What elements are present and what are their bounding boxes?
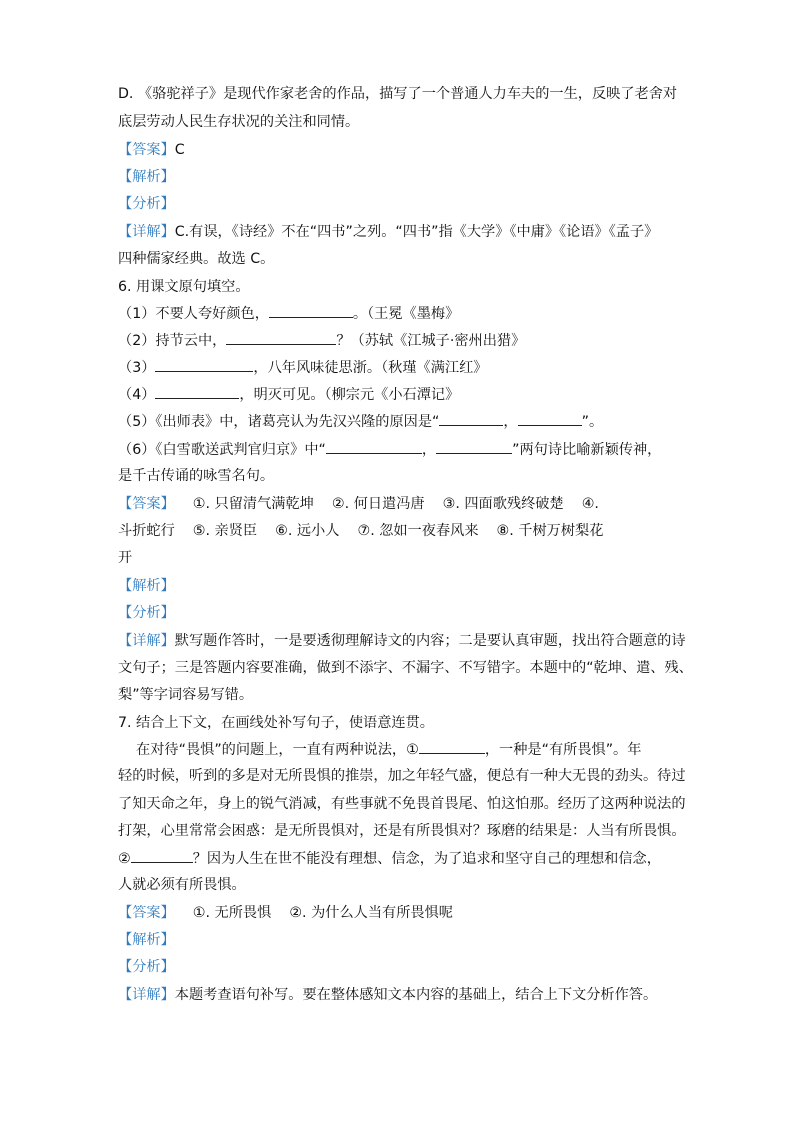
line-q6-4 <box>118 384 459 405</box>
line-q6-detail-2 <box>118 658 693 678</box>
line-text: D. 《骆驼祥子》是现代作家老舍的作品，描写了一个普通人力车夫的一生，反映了老舍对 <box>118 86 678 102</box>
line-q7-p5 <box>118 848 661 869</box>
line-text: 是千古传诵的咏雪名句。 <box>118 468 275 484</box>
line-text: ”两句诗比喻新颖传神， <box>512 442 662 458</box>
line-text: C <box>174 142 185 158</box>
line-q6-answer-1 <box>118 494 599 514</box>
line-text: 斗折蛇行 ⑤. 亲贤臣 ⑥. 远小人 ⑦. 忽如一夜春风来 ⑧. 千树万树梨花 <box>118 523 604 539</box>
line-q6-title <box>118 277 250 297</box>
line-q6-detail-1 <box>118 631 686 651</box>
line-q7-p1 <box>118 739 641 760</box>
line-text: （5）《出师表》中，诸葛亮认为先汉兴隆的原因是“ <box>118 414 440 430</box>
line-q6-6b <box>118 466 274 486</box>
line-text: ①. 只留清气满乾坤 ②. 何日遣冯唐 ③. 四面歌残终破楚 ④. <box>174 496 599 512</box>
line-text: 本题考查语句补写。要在整体感知文本内容的基础上，结合上下文分析作答。 <box>174 987 658 1003</box>
section-tag: 【详解】 <box>118 633 175 649</box>
section-tag: 【答案】 <box>118 142 175 158</box>
section-tag: 【答案】 <box>118 905 175 921</box>
line-text: 梨”等字词容易写错。 <box>118 687 254 703</box>
line-text: （2）持节云中， <box>118 333 227 349</box>
line-q6-6 <box>118 439 661 460</box>
line-d-option-1 <box>118 84 677 104</box>
line-q6-5 <box>118 411 603 432</box>
line-q5-answer <box>118 140 185 160</box>
line-q6-2 <box>118 330 525 351</box>
line-q7-p4 <box>118 821 686 841</box>
section-tag: 【详解】 <box>118 987 175 1003</box>
line-text: 6. 用课文原句填空。 <box>118 279 250 295</box>
line-text: 在对待“畏惧”的问题上，一直有两种说法，① <box>118 742 419 758</box>
section-tag: 【答案】 <box>118 496 175 512</box>
line-text: 。（王冕《墨梅》 <box>352 306 460 322</box>
line-text: C.有误，《诗经》不在“四书”之列。“四书”指《大学》《中庸》《论语》《孟子》 <box>174 224 659 240</box>
line-text: ， <box>503 414 518 430</box>
line-q7-title <box>118 713 434 733</box>
line-text: ①. 无所畏惧 ②. 为什么人当有所畏惧呢 <box>174 905 453 921</box>
line-text: ”。 <box>581 414 604 430</box>
line-q7-p2 <box>118 766 686 786</box>
line-text: ，一种是“有所畏惧”。年 <box>484 742 642 758</box>
line-text: （3） <box>118 360 156 376</box>
line-text: ？因为人生在世不能没有理想、信念，为了追求和坚守自己的理想和信念， <box>192 851 661 867</box>
section-tag: 【分析】 <box>118 196 175 212</box>
line-q7-fenxi <box>118 957 175 977</box>
line-q5-fenxi <box>118 194 175 214</box>
line-text: ， <box>421 442 437 458</box>
line-text: （1）不要人夸好颜色， <box>118 306 269 322</box>
fill-blank <box>518 411 582 426</box>
line-text: （4） <box>118 387 156 403</box>
fill-blank <box>436 439 512 454</box>
line-q6-fenxi <box>118 603 175 623</box>
fill-blank <box>226 330 336 345</box>
line-text: 默写题作答时，一是要透彻理解诗文的内容；二是要认真审题，找出符合题意的诗 <box>174 633 686 649</box>
line-text: 了知天命之年，身上的锐气消减，有些事就不免畏首畏尾、怕这怕那。经历了这两种说法的 <box>118 796 686 812</box>
line-text: 文句子；三是答题内容要准确，做到不添字、不漏字、不写错字。本题中的“乾坤、遣、残、 <box>118 660 693 676</box>
fill-blank <box>155 384 239 399</box>
section-tag: 【解析】 <box>118 932 175 948</box>
line-q6-detail-3 <box>118 685 253 705</box>
line-q7-answer <box>118 903 453 923</box>
line-q7-p6 <box>118 875 246 895</box>
line-q7-jiexi <box>118 930 175 950</box>
line-q6-answer-2 <box>118 521 603 541</box>
line-q6-answer-3 <box>118 548 132 568</box>
line-q6-jiexi <box>118 576 175 596</box>
section-tag: 【解析】 <box>118 578 175 594</box>
fill-blank <box>326 439 422 454</box>
line-q5-detail-2 <box>118 249 274 269</box>
line-q7-detail <box>118 985 657 1005</box>
line-text: ，明灭可见。（柳宗元《小石潭记》 <box>239 387 460 403</box>
section-tag: 【详解】 <box>118 224 175 240</box>
section-tag: 【分析】 <box>118 959 175 975</box>
fill-blank <box>439 411 503 426</box>
line-q5-jiexi <box>118 167 175 187</box>
line-text: ？（苏轼《江城子·密州出猎》 <box>336 333 526 349</box>
line-text: 打架，心里常常会困惑：是无所畏惧对，还是有所畏惧对？琢磨的结果是：人当有所畏惧。 <box>118 823 686 839</box>
fill-blank <box>269 303 353 318</box>
line-text: ② <box>118 851 131 867</box>
line-text: ，八年风味徒思浙。（秋瑾《满江红》 <box>253 360 488 376</box>
fill-blank <box>155 357 253 372</box>
section-tag: 【分析】 <box>118 605 175 621</box>
fill-blank <box>131 848 193 863</box>
line-text: 四种儒家经典。故选 C。 <box>118 251 275 267</box>
line-q6-3 <box>118 357 488 378</box>
fill-blank <box>419 739 485 754</box>
line-text: 开 <box>118 550 133 566</box>
line-text: 底层劳动人民生存状况的关注和同情。 <box>118 114 360 130</box>
line-q5-detail-1 <box>118 222 658 242</box>
line-text: 7. 结合上下文，在画线处补写句子，使语意连贯。 <box>118 715 434 731</box>
line-text: 轻的时候，听到的多是对无所畏惧的推崇，加之年轻气盛，便总有一种大无畏的劲头。待过 <box>118 768 686 784</box>
line-text: （6）《白雪歌送武判官归京》中“ <box>118 442 326 458</box>
line-q7-p3 <box>118 794 686 814</box>
line-text: 人就必须有所畏惧。 <box>118 877 246 893</box>
line-q6-1 <box>118 303 459 324</box>
line-d-option-2 <box>118 112 359 132</box>
section-tag: 【解析】 <box>118 169 175 185</box>
